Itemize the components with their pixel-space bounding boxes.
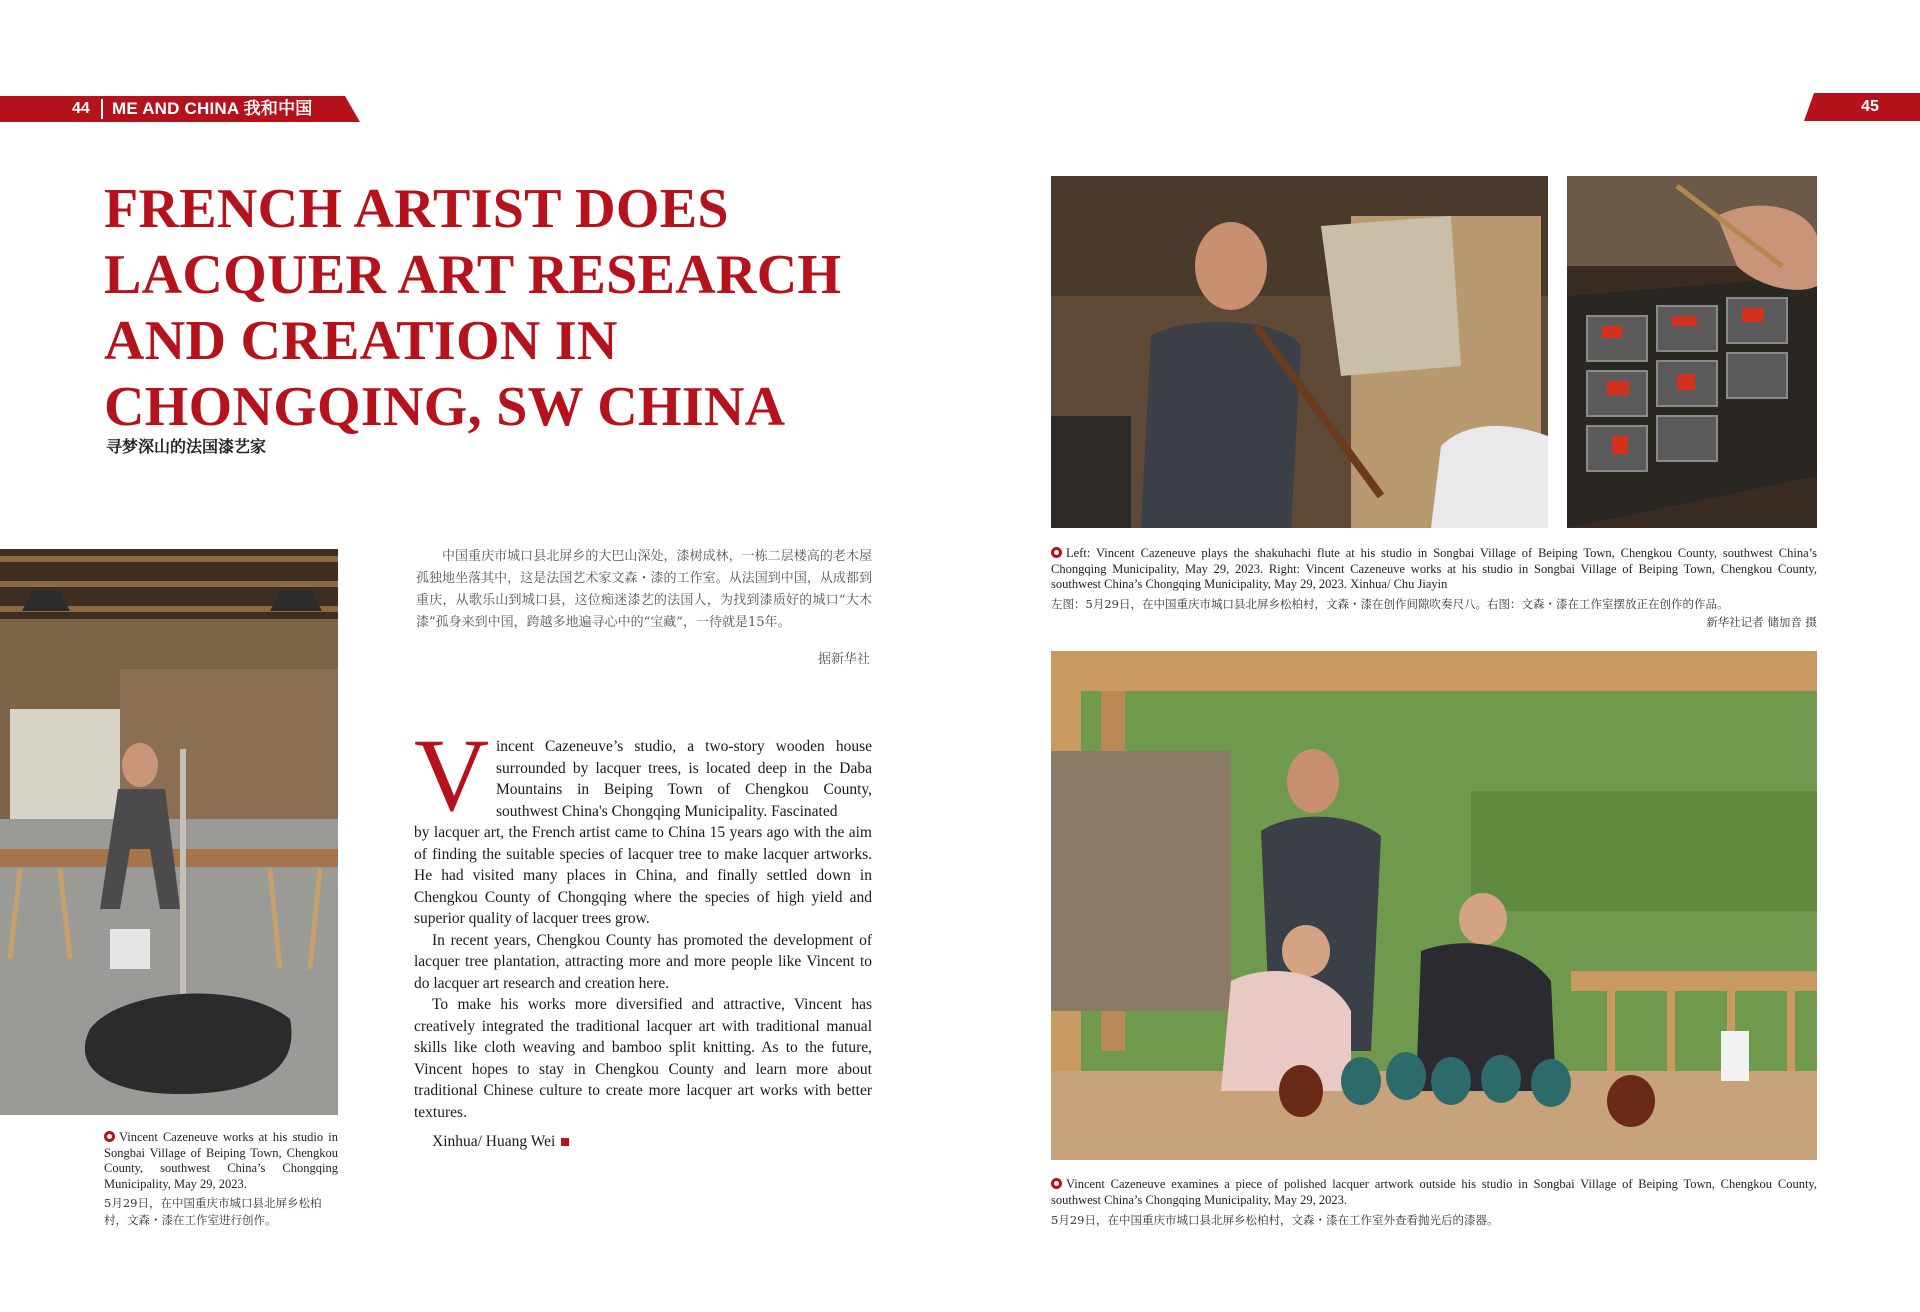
studio-photo-caption-cn: 5月29日，在中国重庆市城口县北屏乡松柏村，文森・漆在工作室进行创作。 (104, 1196, 322, 1227)
page-number-right: 45 (1861, 98, 1879, 115)
camera-icon (1051, 547, 1062, 558)
page-number-left: 44 (72, 100, 90, 117)
flute-photo (1051, 176, 1548, 528)
camera-icon (104, 1131, 115, 1142)
header-divider (101, 99, 103, 119)
studio-photo (0, 549, 338, 1115)
top-photos-credit-cn: 新华社记者 储加音 摄 (1706, 615, 1817, 629)
section-title: ME AND CHINA 我和中国 (112, 99, 313, 118)
camera-icon (1051, 1178, 1062, 1189)
body-text (414, 822, 872, 1123)
body-paragraph-1-cont: by lacquer art, the French artist came to China 15 years ago with the aim of finding the suitable species of lacquer tree to make lacquer artworks. He had visited many places in China, and finally settled down in Chengkou County of Chongqing where the species of high yield and superior quality of lacquer trees grow. (414, 824, 872, 927)
body-paragraph-2: In recent years, Chengkou County has promoted the development of lacquer tree plantation, attracting more and more people like Vincent to do lacquer art research and creation here. (414, 931, 872, 992)
studio-photo-caption: Vincent Cazeneuve works at his studio in Songbai Village of Beiping Town, Chengkou County, southwest China’s Chongqing Municipality, May 29, 2023. (104, 1130, 338, 1191)
body-paragraph-1: incent Cazeneuve’s studio, a two-story wooden house surrounded by lacquer trees, is located deep in the Daba Mountains in Beiping Town of Chengkou County, southwest China's Chongqing Municipality. Fascinated (496, 738, 872, 820)
headline: FRENCH ARTIST DOES LACQUER ART RESEARCH AND CREATION IN CHONGQING, SW CHINA (104, 178, 842, 438)
top-photos-caption-cn: 左图：5月29日，在中国重庆市城口县北屏乡松柏村，文森・漆在创作间隙吹奏尺八。右图：文森・漆在工作室摆放正在创作的作品。 (1051, 597, 1729, 611)
body-paragraph-3: To make his works more diversified and attractive, Vincent has creatively integrated the traditional lacquer art with traditional manual skills like cloth weaving and bamboo split knitting. As to the future, Vincent hopes to stay in Chengkou County and learn more about traditional Chinese culture to create more lacquer art works with better textures. (414, 996, 872, 1121)
intro-source: 据新华社 (817, 652, 870, 667)
outdoor-photo-caption-cn: 5月29日，在中国重庆市城口县北屏乡松柏村，文森・漆在工作室外查看抛光后的漆器。 (1051, 1213, 1499, 1227)
end-mark (561, 1138, 569, 1146)
outdoor-photo-caption: Vincent Cazeneuve examines a piece of polished lacquer artwork outside his studio in Songbai Village of Beiping Town, Chengkou County, southwest China’s Chongqing Municipality, May 29, 2023. (1051, 1177, 1817, 1207)
byline-text: Xinhua/ Huang Wei (432, 1133, 556, 1150)
drop-cap: V (414, 718, 490, 833)
chinese-intro: 中国重庆市城口县北屏乡的大巴山深处，漆树成林，一栋二层楼高的老木屋孤独地坐落其中，这是法国艺术家文森・漆的工作室。从法国到中国，从成都到重庆，从歌乐山到城口县，这位痴迷漆艺的法国人，为找到漆质好的城口“大木漆”孤身来到中国，跨越多地遍寻心中的“宝藏”，一待就是15年。 (416, 549, 872, 630)
lacquer-tiles-photo (1567, 176, 1817, 528)
byline (432, 1133, 569, 1151)
chinese-subtitle: 寻梦深山的法国漆艺家 (106, 437, 267, 456)
top-photos-caption: Left: Vincent Cazeneuve plays the shakuhachi flute at his studio in Songbai Village of Beiping Town, Chengkou County, southwest China’s Chongqing Municipality, May 29, 2023. Right: Vincent Cazeneuve works at his studio in Songbai Village of Beiping Town, Chengkou County, southwest China’s Chongqing Municipality, May 29, 2023. Xinhua/ Chu Jiayin (1051, 546, 1817, 591)
outdoor-photo (1051, 651, 1817, 1160)
